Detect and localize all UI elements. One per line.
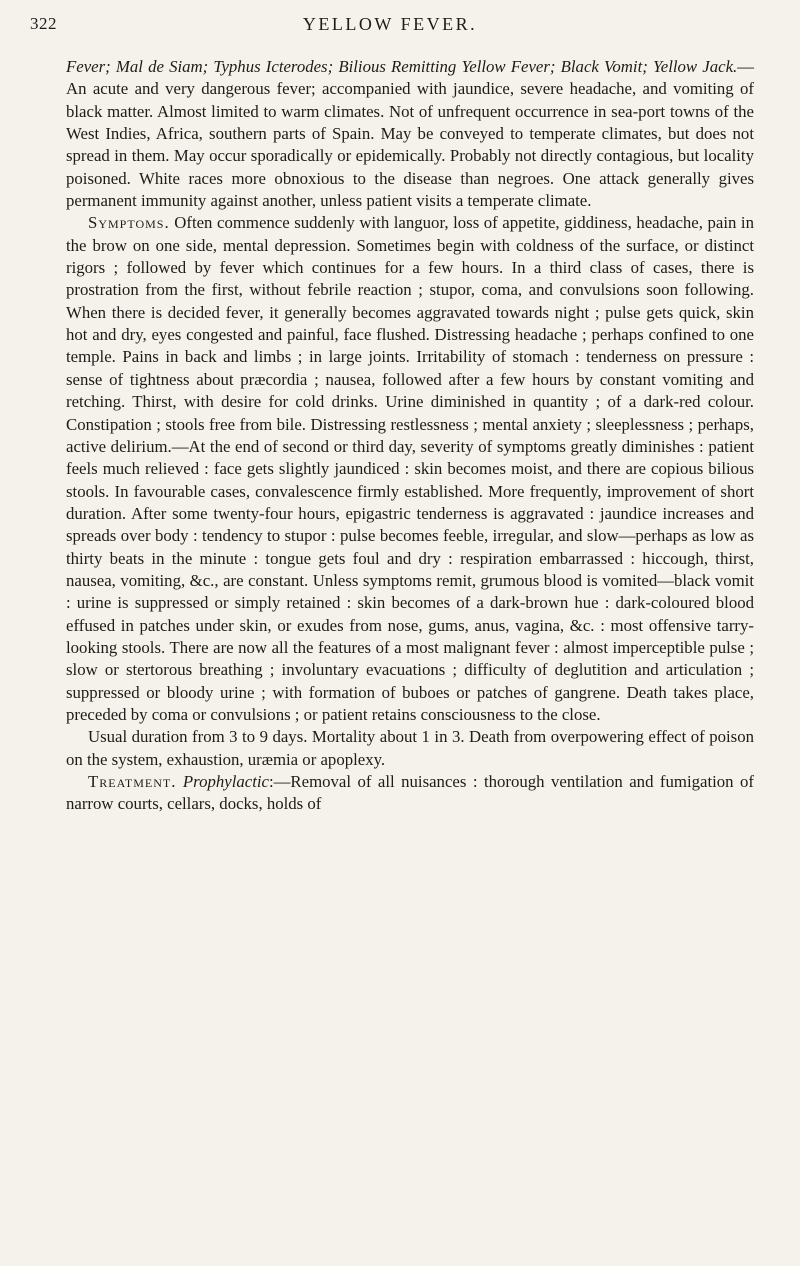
- running-head: YELLOW FEVER.: [302, 14, 478, 34]
- page-number: 322: [30, 14, 57, 33]
- body-text: [66, 56, 754, 816]
- prognosis-text: Usual duration from 3 to 9 days. Mortality about 1 in 3. Death from overpowering effect of poison on the system, exhaustion, uræmia or apoplexy.: [66, 727, 754, 769]
- symptoms-text: Often commence suddenly with languor, loss of appetite, giddiness, headache, pain in the brow on one side, mental depression. Sometimes begin with coldness of the surface, or distinct rigors ; followed by fever which continues for a few hours. In a third class of cases, there is prostration from the first, without febrile reaction ; stupor, coma, and convulsions soon following. When there is decided fever, it generally becomes aggravated towards night ; pulse gets quick, skin hot and dry, eyes congested and painful, face flushed. Distressing headache ; perhaps confined to one temple. Pains in back and limbs ; in large joints. Irritability of stomach : tenderness on pressure : sense of tightness about præcordia ; nausea, followed after a few hours by constant vomiting and retching. Thirst, with desire for cold drinks. Urine diminished in quantity ; of a dark-red colour. Constipation ; stools free from bile. Distressing restlessness ; mental anxiety ; sleeplessness ; perhaps, active delirium.—At the end of second or third day, severity of symptoms greatly diminishes : patient feels much relieved : face gets slightly jaundiced : skin becomes moist, and there are copious bilious stools. In favourable cases, convalescence firmly established. More frequently, improvement of short duration. After some twenty-four hours, epigastric tenderness is aggravated : jaundice increases and spreads over body : tendency to stupor : pulse becomes feeble, irregular, and slow—perhaps as low as thirty beats in the minute : tongue gets foul and dry : respiration embarrassed : hiccough, thirst, nausea, vomiting, &c., are constant. Unless symptoms remit, grumous blood is vomited—black vomit : urine is suppressed or simply retained : skin becomes of a dark-brown hue : dark-coloured blood effused in patches under skin, or exudes from nose, gums, anus, vagina, &c. : most offensive tarry-looking stools. There are now all the features of a most malignant fever : almost imperceptible pulse ; slow or stertorous breathing ; involuntary evacuations ; difficulty of deglutition and articulation ; suppressed or bloody urine ; with formation of buboes or patches of gangrene. Death takes place, preceded by coma or convulsions ; or patient retains consciousness to the close.: [66, 213, 754, 724]
- treatment-paragraph: [66, 771, 754, 816]
- treatment-heading: Treatment.: [88, 772, 177, 791]
- entry-description: —An acute and very dangerous fever; accompanied with jaundice, severe headache, and vomiting of black matter. Almost limited to warm climates. Not of unfrequent occurrence in sea-port towns of the West Indies, Africa, southern parts of Spain. May be conveyed to temperate climates, but does not spread in them. May occur sporadically or epidemically. Probably not directly contagious, but locality poisoned. White races more obnoxious to the disease than negroes. One attack generally gives permanent immunity against another, unless patient visits a temperate climate.: [66, 57, 754, 211]
- synonyms: Fever; Mal de Siam; Typhus Icterodes; Bilious Remitting Yellow Fever; Black Vomit; Yellow Jack.: [66, 57, 738, 76]
- treatment-subheading: Prophylactic: [182, 772, 269, 791]
- page-header: [30, 14, 750, 40]
- entry-paragraph: [66, 56, 754, 212]
- symptoms-heading: Symptoms.: [88, 213, 170, 233]
- prognosis-paragraph: [66, 726, 754, 771]
- treatment-text: :—Removal of all nuisances : thorough ventilation and fumigation of narrow courts, cellars, docks, holds of: [66, 772, 755, 814]
- symptoms-paragraph: [66, 212, 754, 726]
